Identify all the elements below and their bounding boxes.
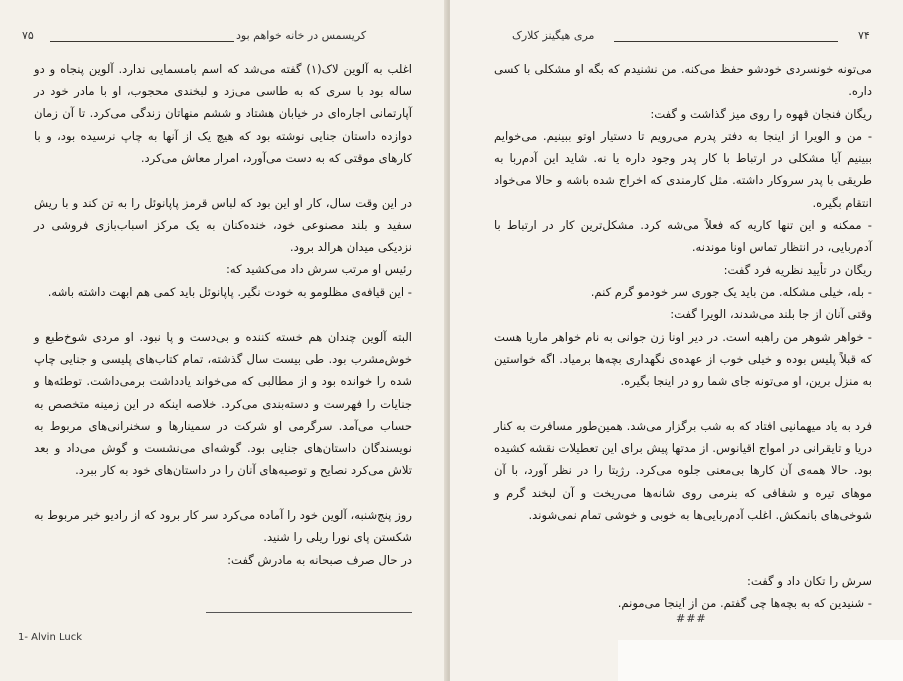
right-running-header: مری هیگینز کلارک — [512, 29, 595, 42]
right-paragraph-2: ریگان فنجان قهوه را روی میز گذاشت و گفت: — [650, 107, 872, 121]
left-paragraph-6: روز پنج‌شنبه، آلوین خود را آماده می‌کرد سر کار برود که از رادیو خبر مربوط به شکستن پای نورا ریلی را شنید. — [34, 508, 412, 545]
left-paragraph-4: - این قیافه‌ی مظلومو به خودت نگیر. پاپانوئل باید کمی هم ابهت داشته باشه. — [47, 285, 412, 299]
footnote-rule — [206, 612, 412, 613]
right-paragraph-10: سرش را تکان داد و گفت: — [746, 574, 872, 588]
right-paragraph-3: - من و الویرا از اینجا به دفتر پدرم می‌رویم تا دستیار اوتو ببینیم. می‌خوایم ببینیم آیا مشکلی در ارتباط با کار پدر وجود داره یا نه. شاید این آدم‌ربا به طریقی با پدر سروکار داشته. مثل کارمندی که اخراج شده باشه و حالا می‌خواد انتقام بگیره. — [494, 129, 872, 210]
right-paragraph-11: - شنیدین که به بچه‌ها چی گفتم. من از اینجا می‌مونم. — [617, 596, 872, 610]
right-paragraph-7: وقتی آنان از جا بلند می‌شدند، الویرا گفت: — [670, 307, 872, 321]
left-paragraph-3: رئیس او مرتب سرش داد می‌کشید که: — [225, 262, 412, 276]
right-paragraph-9: فرد به یاد میهمانیی افتاد که به شب برگزار می‌شد. همین‌طور مسافرت به کنار دریا و تایقرانی در امواج اقیانوس. از مدتها پیش برای این تعطیلات نقشه کشیده بود. حالا همه‌ی آن کارها بی‌معنی جلوه می‌کرد. رژیتا را در نظر آورد، با آن موهای تیره و شفافی که بنرمی روی شانه‌ها می‌ریخت و آن لبخند گرم و شوخی‌های بانمکش. اغلب آدم‌ربایی‌ها به خوبی و خوشی تمام نمی‌شوند. — [494, 419, 872, 522]
left-paragraph-7: در حال صرف صبحانه به مادرش گفت: — [227, 553, 412, 567]
section-break: ### — [676, 612, 707, 625]
right-paragraph-4: - ممکنه و این تنها کاریه که فعلاً می‌شه کرد. مشکل‌ترین کار در ارتباط با آدم‌ربایی، در انتظار تماس اونا موندنه. — [494, 218, 872, 255]
right-paragraph-8: - خواهر شوهر من راهبه است. در دیر اونا زن جوانی به نام خواهر ماریا هست که قبلاً پلیس بوده و خیلی خوب از عهده‌ی نگهداری بچه‌ها برمیاد. اگه خواستین به منزل برین، او می‌تونه جای شما رو در اینجا بگیره. — [494, 330, 872, 389]
left-paragraph-1: اغلب به آلوین لاک(۱) گفته می‌شد که اسم بامسمایی ندارد. آلوین پنجاه و دو ساله بود با سری که به طاسی می‌زد و لبخندی محجوب، او با مادر خود در آپارتمانی اجاره‌ای در خیابان هشتاد و ششم منهاتان زندگی می‌کرد. تا آن زمان دوازده داستان جنایی نوشته بود که هیچ یک از آنها به چاپ نرسیده بود، و با کارهای موقتی که به دست می‌آورد، امرار معاش می‌کرد. — [34, 62, 412, 165]
right-paragraph-1: می‌تونه خونسردی خودشو حفظ می‌کنه. من نشنیدم که بگه او مشکلی با کسی داره. — [494, 62, 872, 99]
footnote: 1- Alvin Luck — [18, 632, 83, 643]
right-header-rule — [614, 41, 838, 42]
left-paragraph-5: البته آلوین چندان هم خسته کننده و بی‌دست و پا نبود. او مردی شوخ‌طبع و خوش‌مشرب بود. طی بیست سال گذشته، تمام کتاب‌های پلیسی و جنایی چاپ شده را خوانده بود و از مطالبی که می‌خواند یادداشت برمی‌داشت. توطئه‌ها و جنایات را فهرست و دسته‌بندی می‌کرد. خلاصه اینکه در این زمینه متخصص به حساب می‌آمد. سرگرمی او شرکت در سمینارها و سخنرانی‌های مربوط به نویسندگان داستان‌های جنایی بود. گوشه‌ای می‌نشست و گوش می‌داد و بعد تلاش می‌کرد نصایح و توصیه‌های آنان را در داستان‌های خود به کار ببرد. — [34, 330, 412, 478]
left-paragraph-2: در این وقت سال، کار او این بود که لباس قرمز پاپانوئل را به تن کند و با ریش سفید و بلند مصنوعی خود، خنده‌کنان به یک مرکز اسباب‌بازی فروشی در نزدیکی میدان هرالد برود. — [34, 196, 412, 255]
right-paragraph-5: ریگان در تأیید نظریه فرد گفت: — [723, 263, 872, 277]
right-page — [450, 0, 903, 681]
left-running-header: کریسمس در خانه خواهم بود — [236, 29, 367, 42]
left-page-number: ۷۵ — [22, 29, 34, 42]
scan-blank-area — [618, 640, 903, 681]
right-page-number: ۷۴ — [858, 29, 870, 42]
left-page — [0, 0, 447, 681]
right-paragraph-6: - بله، خیلی مشکله. من باید یک جوری سر خودمو گرم کنم. — [590, 285, 872, 299]
left-header-rule — [50, 41, 234, 42]
